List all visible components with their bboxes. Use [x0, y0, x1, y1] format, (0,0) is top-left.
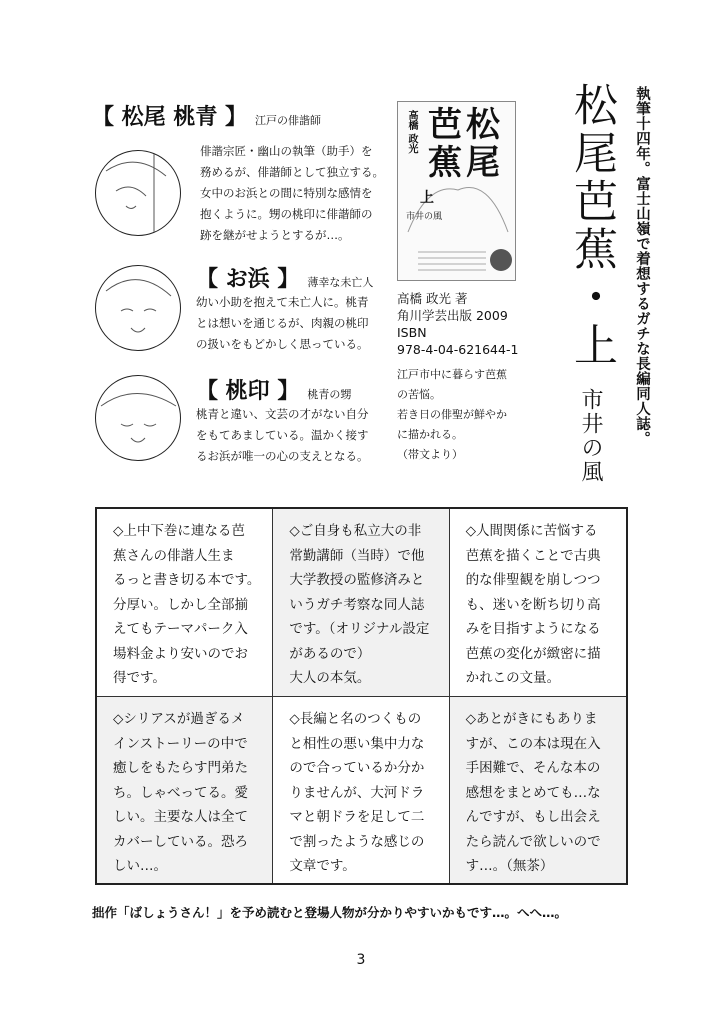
- blurb-line: （帯文より）: [397, 448, 463, 461]
- cell-line: ◇人間関係に苦悩する: [465, 523, 598, 539]
- isbn-label: ISBN: [397, 325, 427, 340]
- desc-line: 幼い小助を抱えて未亡人に。桃青: [196, 295, 369, 309]
- cell-line: 大人の本気。: [289, 670, 371, 686]
- cell-line: えてもテーマパーク入: [113, 621, 248, 637]
- tagline: 執筆十四年。富士山嶺で着想するガチな長編同人誌。: [634, 86, 650, 446]
- cell-line: があるので）: [289, 645, 371, 662]
- character-portrait: [95, 150, 181, 236]
- cover-title-char: 松: [466, 105, 500, 145]
- cover-volume: 上: [420, 190, 434, 206]
- cover-author: 高橋 政光: [406, 110, 417, 154]
- grid-cell: [450, 509, 626, 697]
- page-title: 松尾芭蕉・上: [566, 82, 617, 370]
- character-description: [200, 141, 384, 246]
- character-name: 【 桃印 】: [196, 378, 300, 404]
- cell-line: かれこの文量。: [465, 670, 561, 686]
- desc-line: 跡を継がせようとするが…。: [200, 228, 350, 242]
- cell-line: 大学教授の監修済みと: [289, 572, 425, 588]
- cover-title: [426, 106, 502, 182]
- grid-cell: [273, 509, 449, 697]
- cell-line: 感想をまとめても…な: [465, 784, 601, 801]
- character-role: 薄幸な未亡人: [307, 276, 374, 289]
- desc-line: 抱くように。甥の桃印に俳諧師の: [200, 207, 373, 221]
- character-description: [196, 404, 369, 467]
- book-author: 高橋 政光 著: [397, 291, 468, 306]
- book-blurb: [397, 365, 507, 465]
- cell-line: 癒しをもたらす門弟た: [113, 760, 248, 776]
- desc-line: とは想いを通じるが、肉親の桃印: [196, 316, 369, 330]
- cell-line: ◇長編と名のつくもの: [289, 711, 422, 727]
- blurb-line: に描かれる。: [397, 428, 463, 441]
- cell-line: と相性の悪い集中力な: [289, 735, 425, 752]
- cell-line: 芭蕉を描くことで古典: [465, 547, 601, 564]
- desc-line: 俳諧宗匠・幽山の執筆（助手）を: [200, 144, 373, 158]
- cell-line: 分厚い。しかし全部揃: [113, 596, 248, 613]
- desc-line: るお浜が唯一の心の支えとなる。: [196, 449, 369, 463]
- character-name: 【 お浜 】: [196, 266, 300, 292]
- cell-line: ち。しゃべってる。愛: [113, 784, 248, 801]
- blurb-line: 若き日の俳聖が鮮やか: [397, 408, 507, 421]
- blurb-line: 江戸市中に暮らす芭蕉: [397, 368, 507, 381]
- cell-line: 得です。: [113, 670, 166, 686]
- cover-title-char: 尾: [466, 143, 500, 183]
- cell-line: ので合っているか分か: [289, 760, 425, 776]
- page-subtitle: 市井の風: [578, 388, 603, 484]
- cell-line: んですが、もし出会え: [465, 809, 601, 825]
- cell-line: 的な俳聖観を崩しつつ: [465, 572, 601, 588]
- book-info: [397, 290, 518, 358]
- cover-subtitle: 市井の風: [406, 212, 443, 222]
- cell-line: 手困難で、そんな本の: [465, 760, 601, 776]
- desc-line: をもてあましている。温かく接す: [196, 428, 369, 442]
- cell-line: 常勤講師（当時）で他: [289, 547, 425, 564]
- cell-line: 芭蕉の変化が緻密に描: [465, 645, 601, 662]
- cell-line: 蕉さんの俳諧人生ま: [113, 547, 235, 564]
- desc-line: 桃青と違い、文芸の才がない自分: [196, 407, 369, 421]
- character-header: [196, 262, 373, 293]
- book-publisher: 角川学芸出版 2009: [397, 308, 508, 323]
- character-portrait: [95, 375, 181, 461]
- blurb-line: の苦悩。: [397, 388, 441, 401]
- character-header: [92, 100, 321, 131]
- book-cover-image: [397, 101, 516, 281]
- page-number: 3: [356, 952, 366, 968]
- cell-line: です。（オリジナル設定: [289, 621, 430, 637]
- footer-note: 拙作「ばしょうさん！」を予め読むと登場人物が分かりやすいかもです…。へへ…。: [92, 905, 568, 920]
- review-grid: [95, 507, 628, 885]
- isbn-number: 978-4-04-621644-1: [397, 342, 519, 357]
- grid-cell: [273, 697, 449, 883]
- cell-line: マと朝ドラを足して二: [289, 809, 425, 825]
- cell-line: カバーしている。恐ろ: [113, 833, 248, 850]
- cell-line: しい。主要な人は全て: [113, 809, 248, 825]
- cell-line: りませんが、大河ドラ: [289, 784, 425, 801]
- desc-line: の扱いをもどかしく思っている。: [196, 337, 369, 351]
- cell-line: す…。（無茶）: [465, 858, 554, 874]
- cell-line: みを目指すようになる: [465, 621, 601, 637]
- character-role: 江戸の俳諧師: [254, 114, 321, 127]
- grid-cell: [450, 697, 626, 883]
- cover-title-char: 蕉: [428, 143, 462, 183]
- cell-line: いうガチ考察な同人誌: [289, 596, 425, 613]
- cell-line: ◇あとがきにもありま: [465, 711, 598, 727]
- cell-line: たら読んで欲しいので: [465, 833, 601, 850]
- cell-line: ◇ご自身も私立大の非: [289, 523, 422, 539]
- cell-line: 場料金より安いのでお: [113, 645, 248, 662]
- cell-line: すが、この本は現在入: [465, 735, 601, 752]
- character-name: 【 松尾 桃青 】: [92, 104, 247, 130]
- cell-line: るっと書き切る本です。: [113, 572, 261, 588]
- desc-line: 女中のお浜との間に特別な感情を: [200, 186, 373, 200]
- cover-title-char: 芭: [428, 105, 462, 145]
- character-header: [196, 374, 351, 405]
- grid-cell: [97, 697, 273, 883]
- cell-line: しい…。: [113, 858, 167, 874]
- cell-line: ◇上中下巻に連なる芭: [113, 523, 245, 539]
- desc-line: 務めるが、俳諧師として独立する。: [200, 165, 384, 179]
- cell-line: も、迷いを断ち切り高: [465, 596, 601, 613]
- cell-line: インストーリーの中で: [113, 735, 248, 752]
- cell-line: 文章です。: [289, 858, 356, 874]
- character-description: [196, 292, 369, 355]
- character-portrait: [95, 265, 181, 351]
- character-role: 桃青の甥: [307, 388, 352, 401]
- cell-line: ◇シリアスが過ぎるメ: [113, 711, 245, 727]
- grid-cell: [97, 509, 273, 697]
- cell-line: で割ったような感じの: [289, 833, 425, 850]
